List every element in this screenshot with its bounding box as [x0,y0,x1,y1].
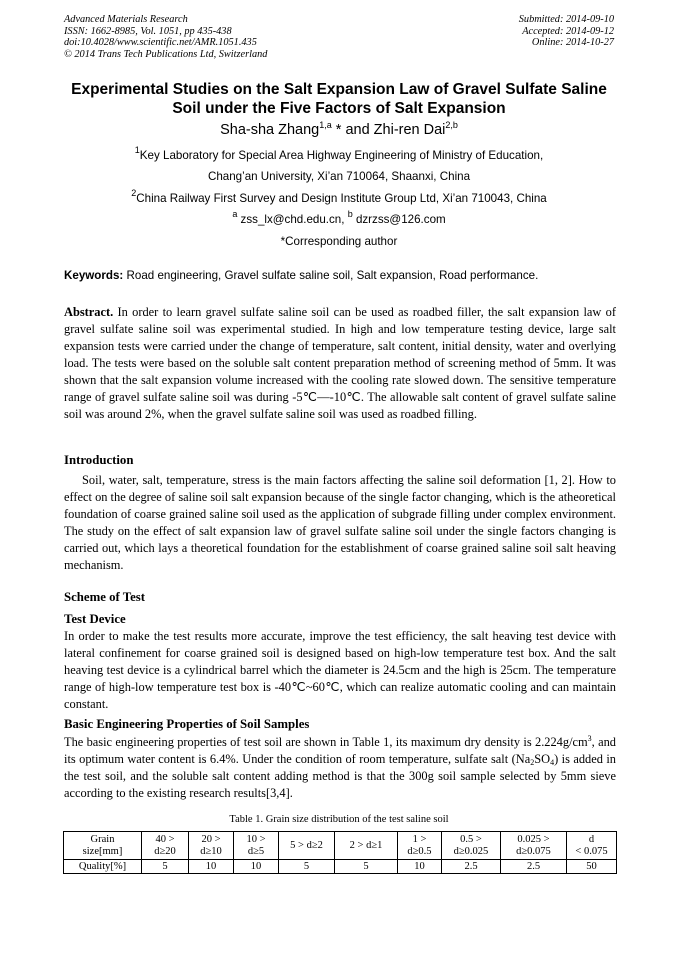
online-date: Online: 2014-10-27 [531,37,614,49]
table-caption: Table 1. Grain size distribution of the test saline soil [229,814,449,825]
affiliation-2 [0,188,678,206]
col-8-line-1: d [588,833,595,845]
basic-text-1: The basic engineering properties of test soil are shown in Table 1, its maximum dry density is 2.224g/cm [64,735,588,749]
table-header-cell [567,832,617,860]
title-line-1: Experimental Studies on the Salt Expansion Law of Gravel Sulfate Saline [71,81,607,98]
introduction-heading: Introduction [64,453,134,467]
abstract-label: Abstract. [64,305,114,319]
submitted-date: Submitted: 2014-09-10 [518,14,614,25]
table-header-cell [189,832,234,860]
col-5-line-2: d≥0.5 [407,845,432,857]
emails [0,209,678,227]
col-7-line-2: d≥0.075 [516,845,551,857]
table-cell: 50 [567,860,617,874]
col-8-line-2: < 0.075 [575,845,608,857]
journal-header-right [519,14,614,49]
scheme-heading: Scheme of Test [64,590,146,604]
col-0-line-1: 40 > [155,833,175,845]
basic-text-3: SO [534,752,551,766]
email-sup-a: a [232,209,238,219]
title-line-2: Soil under the Five Factors of Salt Expansion [172,100,506,117]
table-header-cell [335,832,398,860]
author-separator: * and [331,122,374,138]
table-header-cell [442,832,501,860]
aff-1-text-1: Key Laboratory for Special Area Highway Engineering of Ministry of Education, [139,149,544,162]
author-2-sup: 2,b [445,120,458,130]
col-1-line-1: 20 > [201,833,221,845]
so-sub: 4 [550,758,555,767]
affiliation-1-line-2: Chang’an University, Xi’an 710064, Shaanxi, China [207,170,471,183]
col-3-line-1: 5 > d≥2 [290,839,323,851]
aff-2-sup: 2 [131,188,137,198]
basic-properties-text [64,734,616,802]
table-header-cell [279,832,335,860]
col-2-line-1: 10 > [246,833,266,845]
header-label-line-2: size[mm] [82,845,123,857]
abstract [64,304,616,423]
table-cell: 2.5 [501,860,567,874]
table-cell: 10 [398,860,442,874]
basic-text-2: , and its optimum water content is 6.4%. Under the condition of room temperature, sulfate salt (Na [64,735,616,766]
table-cell: 2.5 [442,860,501,874]
col-6-line-2: d≥0.025 [453,845,489,857]
col-2-line-2: d≥5 [247,845,265,857]
author-1: Sha-sha Zhang [220,122,320,138]
author-1-sup: 1,a [319,120,332,130]
introduction-text: Soil, water, salt, temperature, stress is the main factors affecting the saline soil deformation [1, 2]. How to effect on the degree of saline soil salt expansion because of the single factor changing, which is the atheoretical foundation of coarse grained saline soil used as the application of subgrade filling under complex environment. The study on the effect of salt expansion law of gravel sulfate saline soil under the single factors changing is carried out, which lays a theoretical foundation for the establishment of coarse grained saline soil salt heaving mechanism. [64,473,616,572]
col-4-line-1: 2 > d≥1 [349,839,383,851]
col-6-line-1: 0.5 > [460,833,482,845]
basic-properties-heading: Basic Engineering Properties of Soil Samples [64,717,310,731]
table-header-cell [501,832,567,860]
col-7-line-1: 0.025 > [517,833,550,845]
issn: ISSN: 1662-8985, Vol. 1051, pp 435-438 [64,25,232,37]
table-cell: 5 [279,860,335,874]
table-cell: 10 [234,860,279,874]
table-header-cell [398,832,442,860]
col-5-line-1: 1 > [412,833,427,845]
grain-size-table [63,831,617,874]
aff-1-sup: 1 [134,145,140,155]
corresponding-author: *Corresponding author [280,235,398,248]
table-header-cell [142,832,189,860]
copyright: © 2014 Trans Tech Publications Ltd, Switzerland [64,48,268,60]
test-device-heading: Test Device [64,612,126,626]
aff-2-text: China Railway First Survey and Design Institute Group Ltd, Xi’an 710043, China [136,192,547,205]
col-0-line-2: d≥20 [154,845,176,857]
cubic-sup: 3 [587,734,592,743]
authors [0,121,678,139]
affiliation-1-line-1 [0,145,678,163]
email-sup-b: b [347,209,353,219]
table-header-row [64,832,617,860]
journal-name: Advanced Materials Research [64,14,188,25]
basic-text-4: ) is added in the test soil, and the soluble salt content adding method is that the 300g soil sample selected by 5mm sieve according to the existing research results[3,4]. [64,752,616,800]
header-label-line-1: Grain [90,833,115,845]
abstract-text: In order to learn gravel sulfate saline soil can be used as roadbed filler, the salt expansion law of gravel sulfate saline soil was experimental studied. In high and low temperature testing device, large salt expansion tests were carried under the change of temperature, salt content, initial density, water and overlying load. The tests were based on the soluble salt content preparation method of screening method of 5mm. It was shown that the salt expansion volume increased with the cooling rate slowed down. The sensitive temperature range of gravel sulfate saline soil was during -5℃—-10℃. The allowable salt content of gravel sulfate saline soil was around 2%, when the gravel sulfate saline soil was used as roadbed filling. [64,305,616,421]
row-label: Quality[%] [64,860,142,874]
paper-title [50,80,628,118]
email-a[interactable]: zss_lx@chd.edu.cn, [237,213,348,226]
table-header-cell [234,832,279,860]
col-1-line-2: d≥10 [200,845,222,857]
na-sub: 2 [530,758,535,767]
email-b[interactable]: dzrzss@126.com [352,213,446,226]
table-header-label [64,832,142,860]
table-cell: 5 [142,860,189,874]
table-row [64,860,617,874]
accepted-date: Accepted: 2014-09-12 [522,25,614,37]
table-cell: 10 [189,860,234,874]
keywords-label: Keywords: [64,269,124,282]
keywords-text: Road engineering, Gravel sulfate saline soil, Salt expansion, Road performance. [123,269,539,282]
journal-header-left [64,14,267,60]
author-2: Zhi-ren Dai [373,122,446,138]
keywords [64,269,616,283]
test-device-text: In order to make the test results more accurate, improve the test efficiency, the salt heaving test device with lateral confinement for coarse grained soil is designed based on high-low temperature test box. And the salt heaving test device is a cylindrical barrel which the diameter is 24.5cm and the high is 25cm. The temperature range of high-low temperature test box is -40℃~60℃, which can realize automatic cooling and can maintain constant. [64,629,616,711]
table-cell: 5 [335,860,398,874]
doi: doi:10.4028/www.scientific.net/AMR.1051.435 [64,37,257,49]
